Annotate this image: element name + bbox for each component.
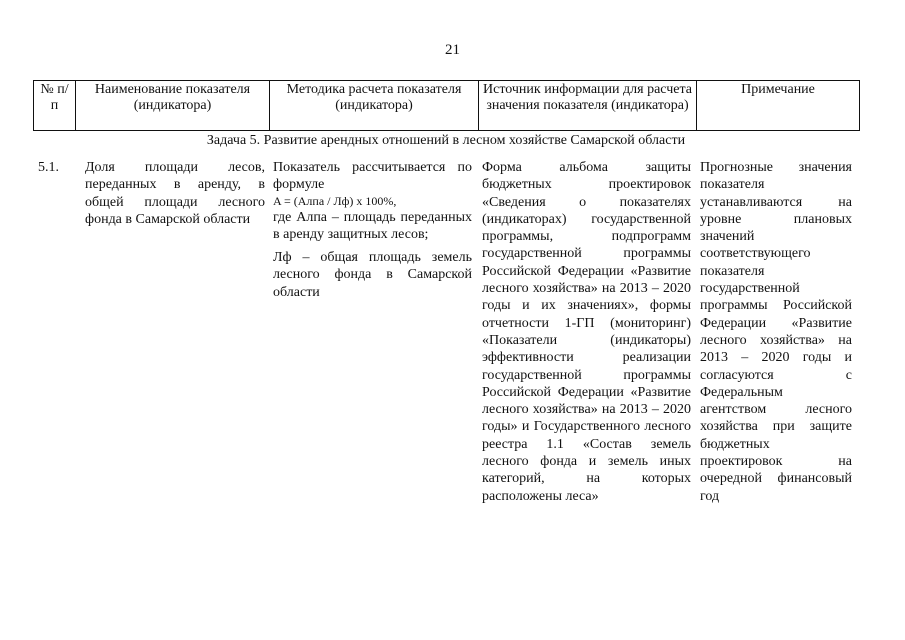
method-total-area: Лф – общая площадь земель лесного фонда в Самарской области: [273, 250, 472, 300]
header-note: Примечание: [697, 81, 860, 131]
information-source: Форма альбома защиты бюджетных проектировок «Сведения о показателях (индикаторах) государственной программы, подпрограмм государственной программы Российской Федерации «Развитие лесного хозяйства» на 2013 – 2020 годы и их значениях», формы отчетности 1-ГП (мониторинг) «Показатели (индикаторы) эффективности реализации государственной программы Российской Федерации «Развитие лесного хозяйства» на 2013 – 2020 годы» и Государственного лесного реестра 1.1 «Состав земель лесного фонда и земель иных категорий, на которых расположены леса»: [482, 160, 691, 504]
method-formula: A = (Aлпа / Лф) х 100%,: [273, 193, 397, 208]
header-indicator-name: Наименование показателя (индикатора): [76, 81, 270, 131]
calculation-method: [273, 159, 472, 301]
note: Прогнозные значения показателя устанавливаются на уровне плановых значений соответствующего показателя государственной программы Российской Федерации «Развитие лесного хозяйства» на 2013 – 2020 годы и согласуются с Федеральным агентством лесного хозяйства при защите бюджетных проектировок на очередной финансовый год: [700, 160, 852, 504]
header-number: № п/п: [34, 81, 76, 131]
header-information-source: Источник информации для расчета значения показателя (индикатора): [479, 81, 697, 131]
method-where: где Aлпа – площадь переданных в аренду защитных лесов;: [273, 209, 472, 242]
table-header-row: [34, 81, 860, 131]
task-title: Задача 5. Развитие арендных отношений в лесном хозяйстве Самарской области: [206, 133, 686, 148]
page-number: 21: [445, 42, 460, 58]
row-number: 5.1.: [38, 160, 59, 175]
indicator-name: Доля площади лесов, переданных в аренду, в общей площади лесного фонда в Самарской области: [85, 160, 265, 227]
indicator-table-header: [33, 80, 860, 131]
method-intro: Показатель рассчитывается по формуле: [273, 160, 472, 193]
header-calculation-method: Методика расчета показателя (индикатора): [270, 81, 479, 131]
